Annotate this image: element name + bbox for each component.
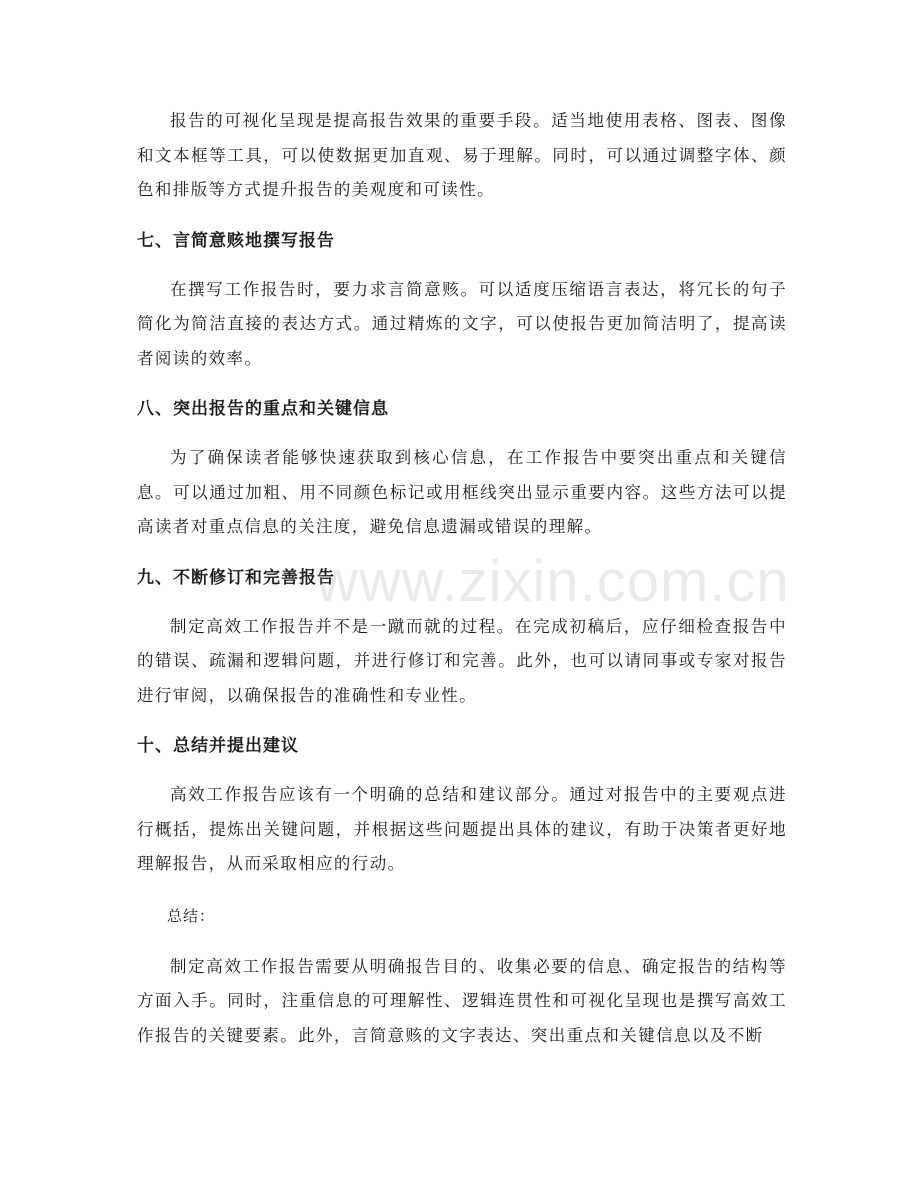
- heading-section-7: 七、言简意赅地撰写报告: [137, 230, 335, 251]
- paragraph-section-9: 制定高效工作报告并不是一蹴而就的过程。在完成初稿后，应仔细检查报告中的错误、疏漏和逻辑问题，并进行修订和完善。此外，也可以请同事或专家对报告进行审阅，以确保报告的准确性和专业性。: [137, 616, 787, 705]
- paragraph-visualization: 报告的可视化呈现是提高报告效果的重要手段。适当地使用表格、图表、图像和文本框等工具，可以使数据更加直观、易于理解。同时，可以通过调整字体、颜色和排版等方式提升报告的美观度和可读性。: [137, 111, 787, 199]
- paragraph-section-10: 高效工作报告应该有一个明确的总结和建议部分。通过对报告中的主要观点进行概括，提炼出关键问题，并根据这些问题提出具体的建议，有助于决策者更好地理解报告，从而采取相应的行动。: [137, 785, 787, 873]
- heading-section-9: 九、不断修订和完善报告: [137, 567, 335, 588]
- heading-section-10: 十、总结并提出建议: [137, 736, 299, 756]
- summary-paragraph: 制定高效工作报告需要从明确报告目的、收集必要的信息、确定报告的结构等方面入手。同时，注重信息的可理解性、逻辑连贯性和可视化呈现也是撰写高效工作报告的关键要素。此外，言简意赅的文字表达、突出重点和关键信息以及不断: [137, 956, 787, 1045]
- heading-section-8: 八、突出报告的重点和关键信息: [137, 399, 389, 419]
- summary-label: 总结：: [167, 906, 216, 925]
- document-body: [137, 104, 787, 1053]
- paragraph-section-8: 为了确保读者能够快速获取到核心信息，在工作报告中要突出重点和关键信息。可以通过加粗、用不同颜色标记或用框线突出显示重要内容。这些方法可以提高读者对重点信息的关注度，避免信息遗漏或错误的理解。: [137, 448, 787, 536]
- watermark-text: www.zixin.com.cn: [316, 549, 790, 614]
- paragraph-section-7: 在撰写工作报告时，要力求言简意赅。可以适度压缩语言表达，将冗长的句子简化为简洁直接的表达方式。通过精炼的文字，可以使报告更加简洁明了，提高读者阅读的效率。: [137, 279, 787, 368]
